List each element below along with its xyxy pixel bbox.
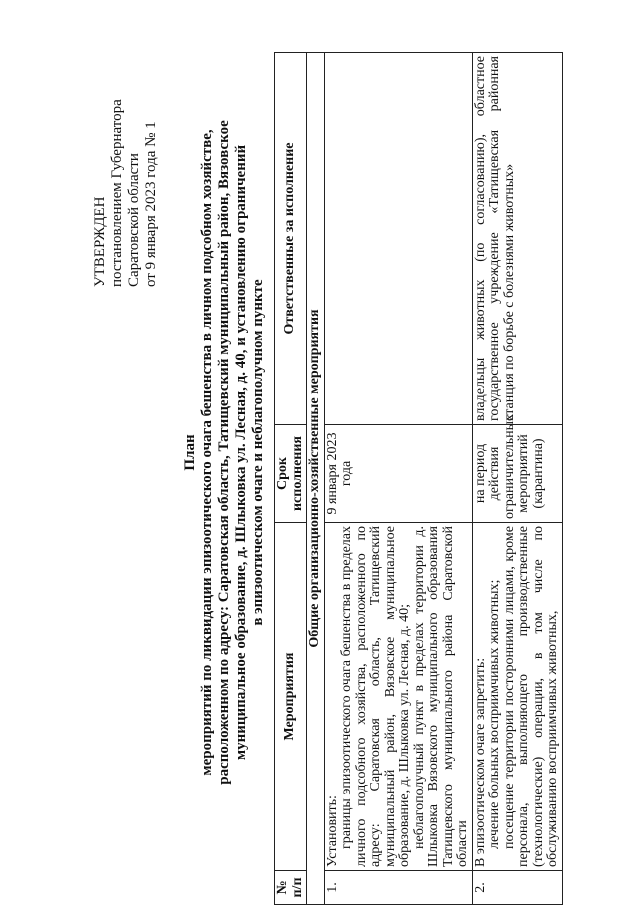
row-activity (324, 523, 472, 871)
header-term: Срок исполнения (275, 425, 307, 523)
row-responsible: владельцы животных (по согласованию), областное государственное учреждение «Татищевская районная станция по борьбе с болезнями животных» (472, 53, 562, 425)
plan-heading (182, 40, 267, 865)
activity-line: границы эпизоотического очага бешенства в пределах личного подсобного хозяйства, расположенного по адресу: Саратовская область, Татищевский муниципальный район, Вязовское муниципальное образование, д. Шлыковка ул. Лесная, д. 40; (339, 526, 412, 867)
approval-line: Саратовской области (126, 153, 142, 287)
plan-table (274, 52, 563, 905)
plan-subtitle-line: муниципальное образование, д. Шлыковка ул. Лесная, д. 40, и установлению ограничений (233, 144, 249, 761)
header-responsible: Ответственные за исполнение (275, 53, 307, 425)
row-responsible (324, 53, 472, 425)
row-activity (472, 523, 562, 871)
approval-title: УТВЕРЖДЕН (92, 196, 108, 287)
approval-line: от 9 января 2023 года № 1 (143, 121, 159, 287)
activity-line: В эпизоотическом очаге запретить: (472, 657, 488, 867)
section-row (307, 53, 325, 905)
plan-subtitle-line: расположенном по адресу: Саратовская область, Татищевский муниципальный район, Вязовское (216, 120, 232, 785)
header-num: № п/п (275, 871, 307, 905)
row-term: 9 января 2023 года (324, 425, 472, 523)
table-row (324, 53, 472, 905)
approval-line: постановлением Губернатора (109, 99, 125, 287)
table-row (472, 53, 562, 905)
activity-line: лечение больных восприимчивых животных; (487, 579, 502, 849)
activity-line: Установить: (324, 795, 340, 867)
row-num: 2. (472, 871, 562, 905)
approval-block (92, 27, 160, 287)
section-title: Общие организационно-хозяйственные мероприятия (307, 53, 325, 905)
activity-line: посещение территории посторонними лицами, кроме персонала, выполняющего производственные (технологические) операции, в том числе по обслуживанию восприимчивых животных, (501, 526, 560, 867)
row-num: 1. (324, 871, 472, 905)
plan-subtitle-line: мероприятий по ликвидации эпизоотического очага бешенства в личном подсобном хозяйстве, (199, 129, 215, 776)
header-activity: Мероприятия (275, 523, 307, 871)
row-term: на период действия ограничительных мероприятий (карантина) (472, 425, 562, 523)
table-header-row (275, 53, 307, 905)
plan-title: План (182, 434, 198, 471)
activity-line: неблагополучный пункт в пределах территории д. Шлыковка Вязовского муниципального образования Татищевского муниципального района Саратовской области (411, 526, 470, 867)
plan-subtitle-line: в эпизоотическом очаге и неблагополучном пункте (250, 279, 266, 626)
